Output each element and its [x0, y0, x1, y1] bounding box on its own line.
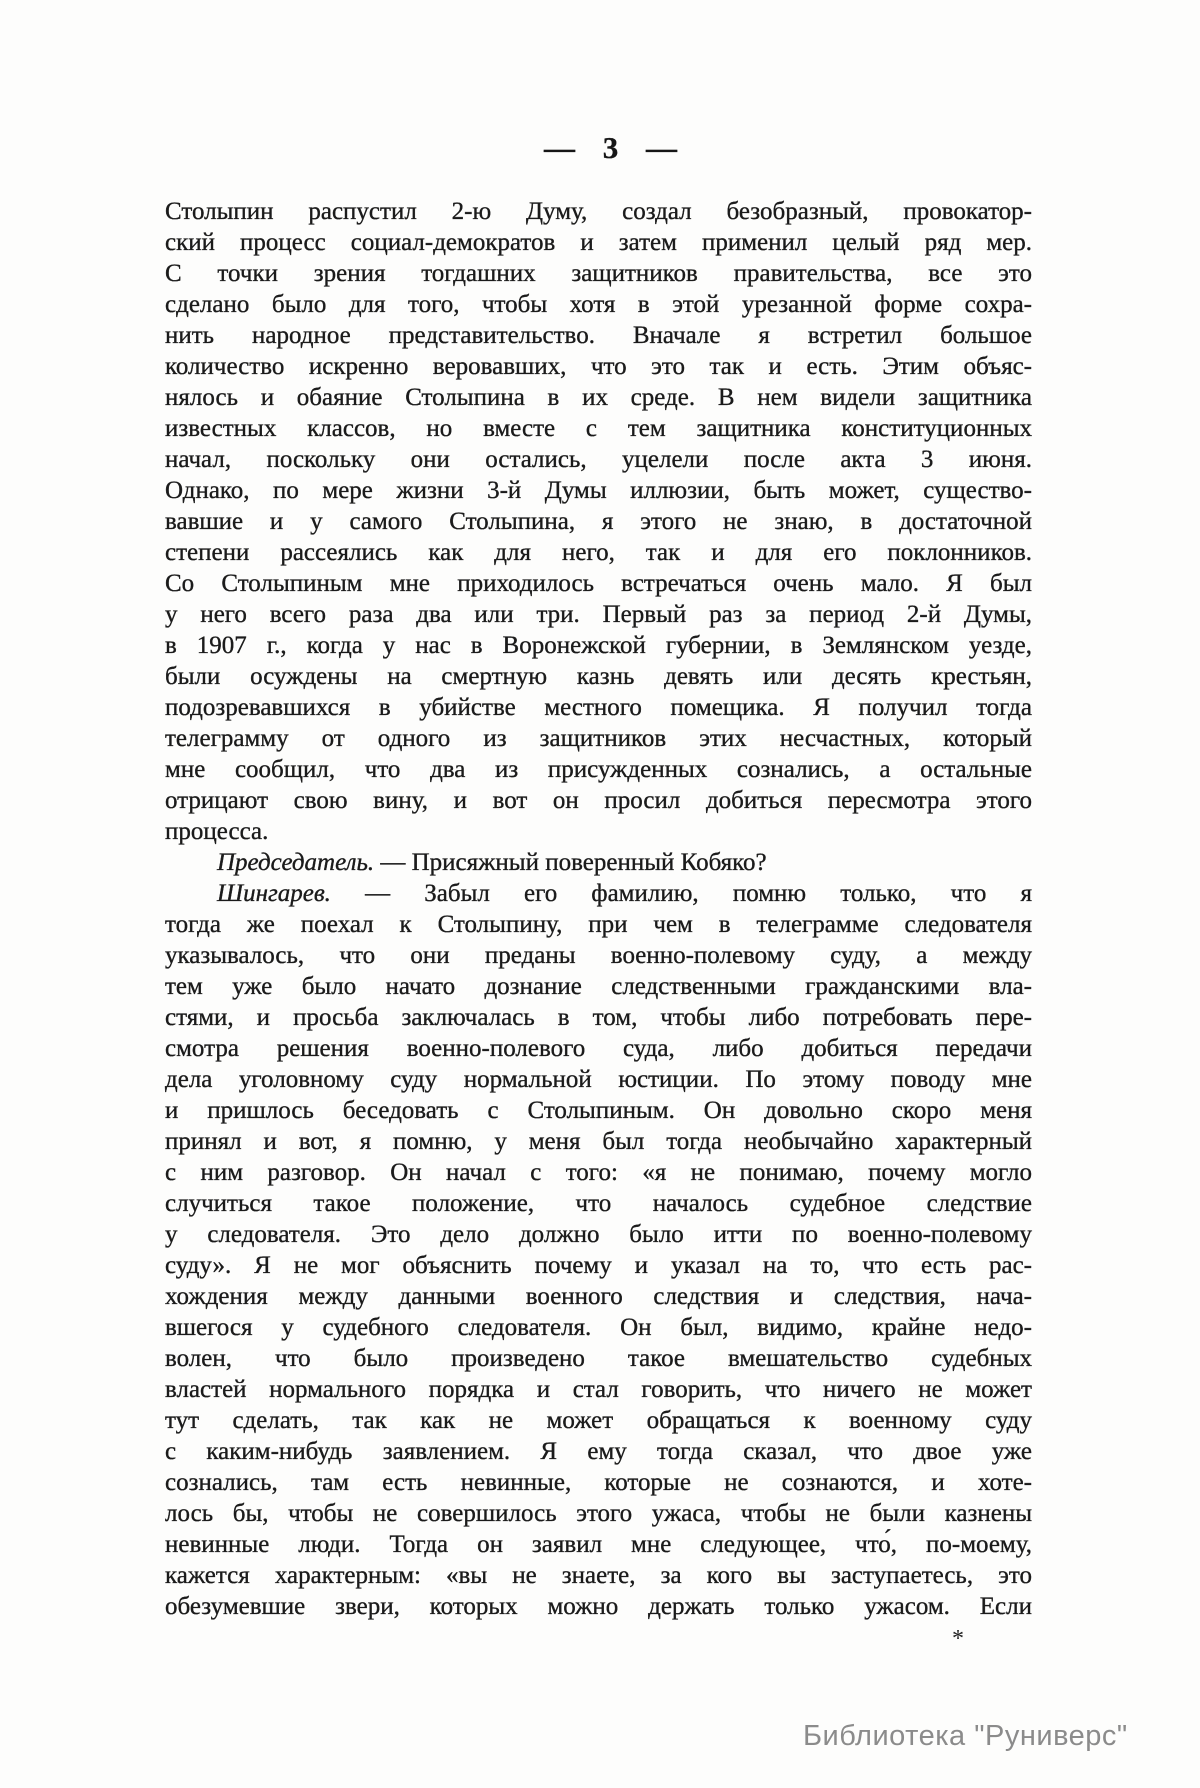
text-line: Со Столыпиным мне приходилось встречаться очень мало. Я был [165, 570, 1032, 597]
text-line: дела уголовному суду нормальной юстиции. По этому поводу мне [165, 1066, 1032, 1093]
text-line: хождения между данными военного следствия и следствия, нача- [165, 1283, 1032, 1310]
text-line: начал, поскольку они остались, уцелели после акта 3 июня. [165, 446, 1032, 473]
text-line: Шингарев. — Забыл его фамилию, помню только, что я [217, 880, 1032, 907]
text-block [165, 196, 1032, 1622]
text-line: известных классов, но вместе с тем защитника конституционных [165, 415, 1032, 442]
text-line: нялось и обаяние Столыпина в их среде. В нем видели защитника [165, 384, 1032, 411]
text-line: тут сделать, так как не может обращаться к военному суду [165, 1407, 1032, 1434]
text-line: Председатель. — Присяжный поверенный Кобяко? [217, 849, 767, 876]
text-line: стями, и просьба заключалась в том, чтобы либо потребовать пере- [165, 1004, 1032, 1031]
text-line: невинные люди. Тогда он заявил мне следующее, что́, по-моему, [165, 1531, 1032, 1558]
text-line: кажется характерным: «вы не знаете, за кого вы заступаетесь, это [165, 1562, 1032, 1589]
text-line: были осуждены на смертную казнь девять или десять крестьян, [165, 663, 1032, 690]
text-line: сделано было для того, чтобы хотя в этой урезанной форме сохра- [165, 291, 1032, 318]
text-line: в 1907 г., когда у нас в Воронежской губернии, в Землянском уезде, [165, 632, 1032, 659]
text-line: Однако, по мере жизни 3-й Думы иллюзии, быть может, существо- [165, 477, 1032, 504]
text-line: с каким-нибудь заявлением. Я ему тогда сказал, что двое уже [165, 1438, 1032, 1465]
text-line: принял и вот, я помню, у меня был тогда необычайно характерный [165, 1128, 1032, 1155]
text-line: у следователя. Это дело должно было итти по военно-полевому [165, 1221, 1032, 1248]
text-line: тогда же поехал к Столыпину, при чем в телеграмме следователя [165, 911, 1032, 938]
text-line: тем уже было начато дознание следственными гражданскими вла- [165, 973, 1032, 1000]
text-line: Столыпин распустил 2-ю Думу, создал безобразный, провокатор- [165, 198, 1032, 225]
text-line: степени рассеялись как для него, так и для его поклонников. [165, 539, 1032, 566]
text-line: с ним разговор. Он начал с того: «я не понимаю, почему могло [165, 1159, 1032, 1186]
text-line: сознались, там есть невинные, которые не сознаются, и хоте- [165, 1469, 1032, 1496]
page-number: — 3 — [544, 130, 677, 165]
text-line: властей нормального порядка и стал говорить, что ничего не может [165, 1376, 1032, 1403]
text-line: смотра решения военно-полевого суда, либо добиться передачи [165, 1035, 1032, 1062]
text-line: подозревавшихся в убийстве местного помещика. Я получил тогда [165, 694, 1032, 721]
text-line: вшегося у судебного следователя. Он был, видимо, крайне недо- [165, 1314, 1032, 1341]
text-line: С точки зрения тогдашних защитников правительства, все это [165, 260, 1032, 287]
text-line: отрицают свою вину, и вот он просил добиться пересмотра этого [165, 787, 1032, 814]
text-line: лось бы, чтобы не совершилось этого ужаса, чтобы не были казнены [165, 1500, 1032, 1527]
speaker-name: Шингарев. [217, 880, 331, 907]
text-line: процесса. [165, 818, 269, 845]
speaker-name: Председатель. [217, 849, 375, 876]
text-line: волен, что было произведено такое вмешательство судебных [165, 1345, 1032, 1372]
text-line: нить народное представительство. Вначале я встретил большое [165, 322, 1032, 349]
text-line: телеграмму от одного из защитников этих несчастных, который [165, 725, 1032, 752]
text-line: обезумевшие звери, которых можно держать только ужасом. Если [165, 1593, 1032, 1620]
text-line: у него всего раза два или три. Первый раз за период 2-й Думы, [165, 601, 1032, 628]
text-line: количество искренно веровавших, что это так и есть. Этим объяс- [165, 353, 1032, 380]
text-line: мне сообщил, что два из присужденных сознались, а остальные [165, 756, 1032, 783]
text-line: указывалось, что они преданы военно-полевому суду, а между [165, 942, 1032, 969]
text-line: вавшие и у самого Столыпина, я этого не знаю, в достаточной [165, 508, 1032, 535]
library-watermark: Библиотека "Руниверс" [803, 1720, 1128, 1752]
text-line: ский процесс социал-демократов и затем применил целый ряд мер. [165, 229, 1032, 256]
footnote-asterisk: * [952, 1626, 964, 1652]
text-line: случиться такое положение, что началось судебное следствие [165, 1190, 1032, 1217]
text-line: и пришлось беседовать с Столыпиным. Он довольно скоро меня [165, 1097, 1032, 1124]
text-line: суду». Я не мог объяснить почему и указал на то, что есть рас- [165, 1252, 1032, 1279]
